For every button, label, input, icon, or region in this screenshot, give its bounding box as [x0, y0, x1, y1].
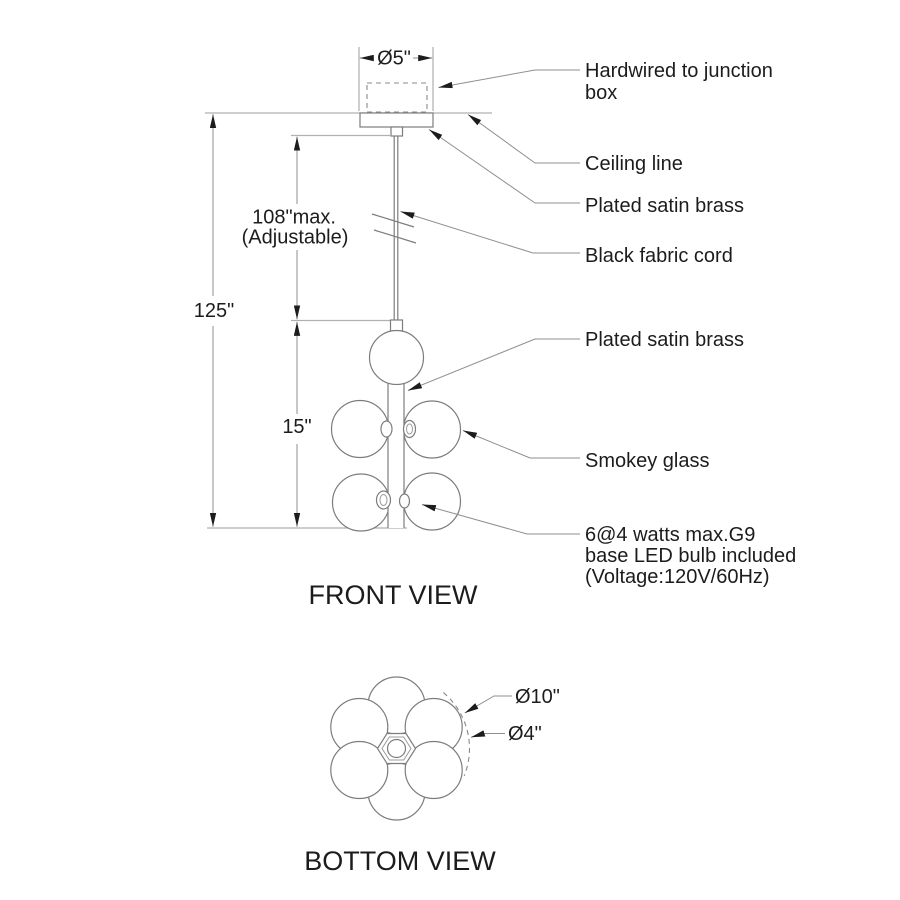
front-view-callouts — [585, 60, 796, 588]
cord-length-text-line2: (Adjustable) — [241, 226, 349, 249]
junction-box-outline — [367, 83, 427, 112]
top-globe — [370, 331, 424, 385]
bottom-right-globe — [404, 473, 461, 530]
fabric-cord — [372, 136, 416, 320]
label-bulb-line3: (Voltage:120V/60Hz) — [585, 566, 770, 588]
cord-break-mark — [372, 214, 414, 227]
label-bulb-line2: base LED bulb included — [585, 545, 797, 567]
dimension-canopy-diameter — [359, 47, 433, 111]
cord-length-text-line1: 108"max. — [252, 206, 336, 229]
front-view-title: FRONT VIEW — [308, 580, 478, 610]
label-canopy-finish: Plated satin brass — [585, 195, 744, 217]
cord-break-mark — [374, 230, 416, 243]
leader-stem-finish — [408, 339, 580, 391]
middle-left-globe — [332, 401, 389, 458]
bv-globe-diameter-text: Ø4" — [508, 723, 542, 745]
label-smokey-glass: Smokey glass — [585, 450, 710, 472]
bottom-view — [304, 677, 560, 876]
leader-overall-diameter — [465, 696, 512, 713]
leader-smokey-glass — [463, 431, 580, 459]
front-view — [194, 47, 797, 610]
leader-ceiling-line — [468, 115, 580, 164]
overall-height-text: 125" — [193, 300, 235, 322]
label-stem-finish: Plated satin brass — [585, 329, 744, 351]
dimension-cluster-height — [282, 322, 311, 527]
label-ceiling-line: Ceiling line — [585, 153, 683, 175]
label-junction-line2: box — [585, 82, 618, 104]
label-bulb-line1: 6@4 watts max.G9 — [585, 524, 756, 546]
stem-connector — [391, 320, 403, 331]
cluster-height-text: 15" — [282, 416, 312, 438]
label-fabric-cord: Black fabric cord — [585, 245, 733, 267]
canopy-cord-grip — [391, 127, 403, 136]
dimension-cord-length — [242, 137, 349, 320]
ceiling-canopy — [360, 113, 433, 127]
leader-globe-diameter — [471, 734, 505, 738]
bottom-view-title: BOTTOM VIEW — [304, 846, 496, 876]
canopy-diameter-text: Ø5" — [377, 47, 411, 70]
leader-fabric-cord — [401, 212, 581, 254]
bv-overall-diameter-text: Ø10" — [515, 686, 560, 708]
label-junction-line1: Hardwired to junction — [585, 60, 773, 82]
dimension-overall-height — [194, 114, 234, 527]
leader-junction-box — [439, 70, 581, 88]
